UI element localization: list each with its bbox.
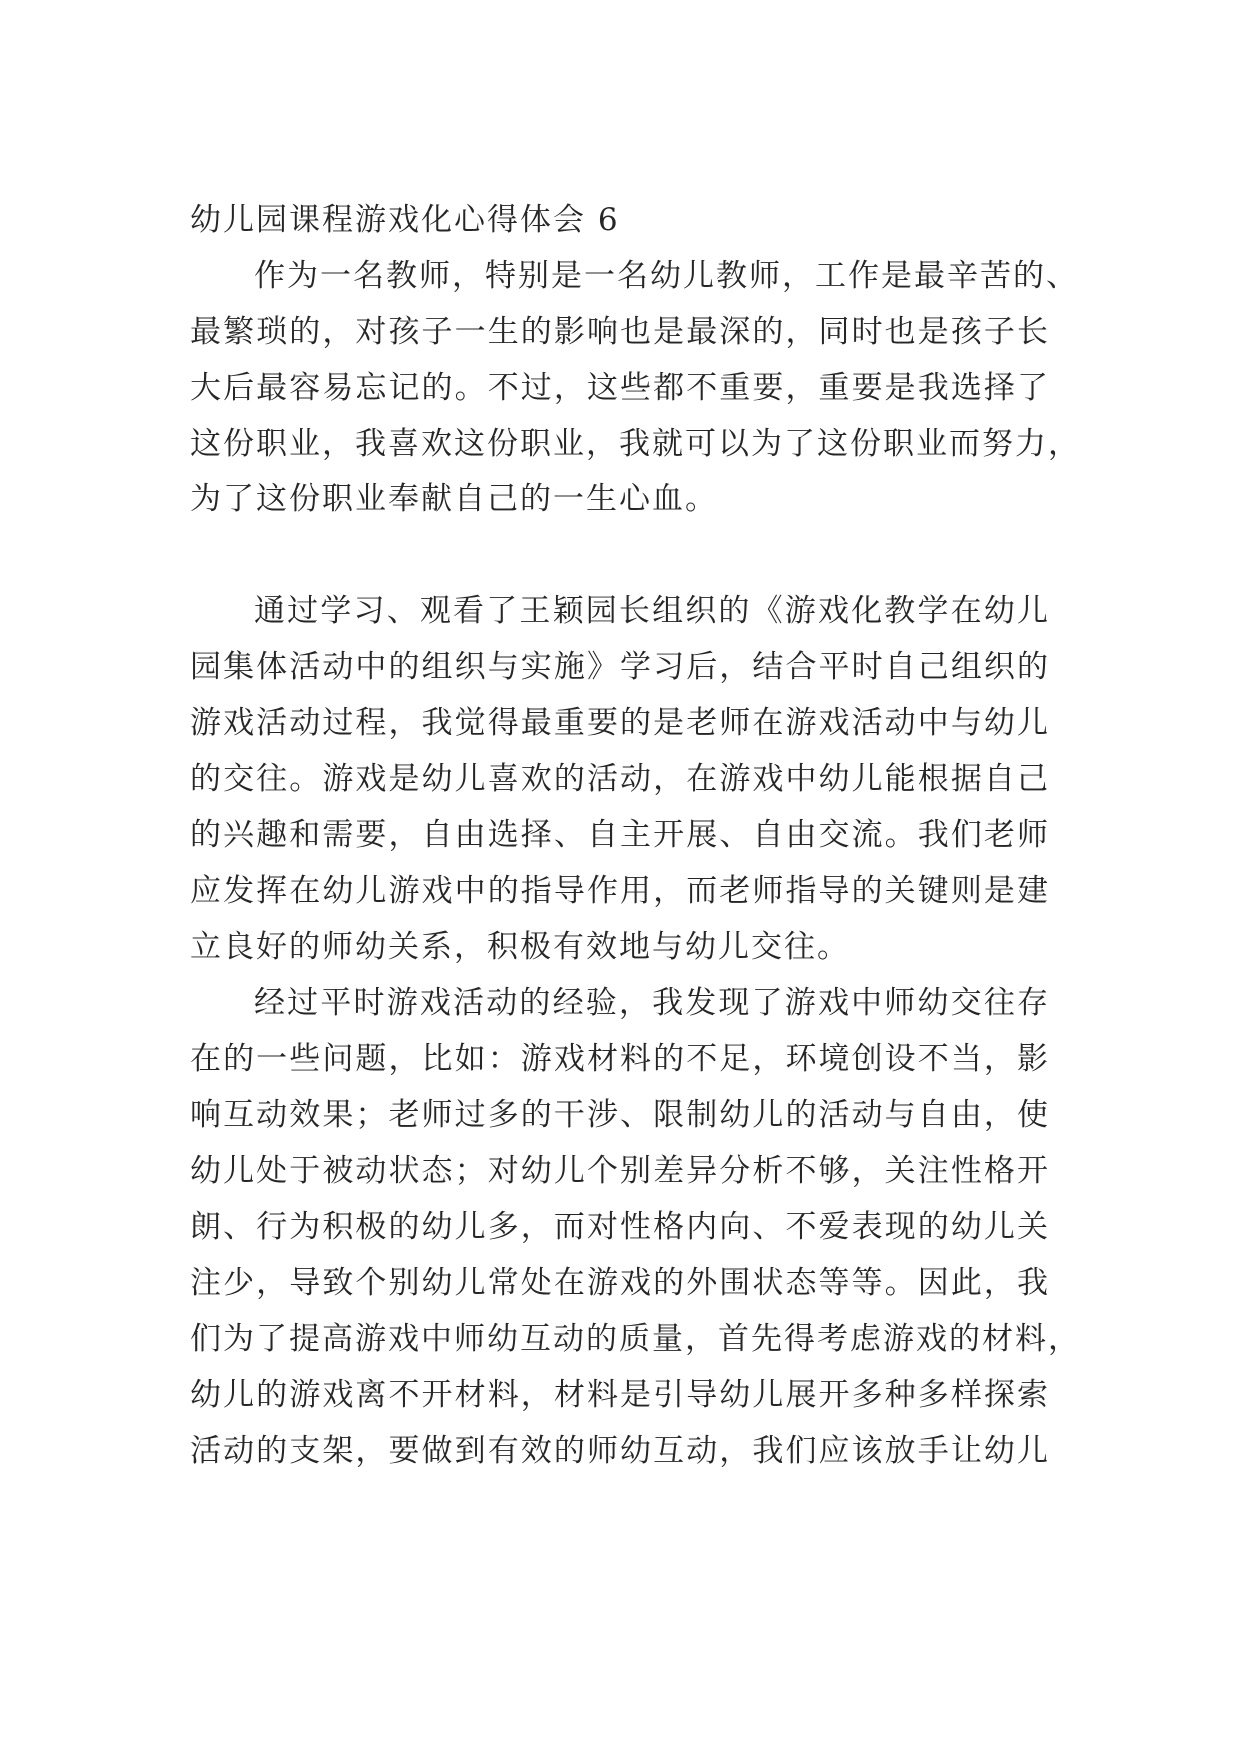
paragraph-1-line-2: 最繁琐的，对孩子一生的影响也是最深的，同时也是孩子长 <box>190 314 1050 350</box>
paragraph-3-line-6: 注少，导致个别幼儿常处在游戏的外围状态等等。因此，我 <box>190 1265 1050 1301</box>
paragraph-1-line-5: 为了这份职业奉献自己的一生心血。 <box>190 481 718 517</box>
paragraph-2-line-7: 立良好的师幼关系，积极有效地与幼儿交往。 <box>190 929 850 965</box>
paragraph-3-line-3: 响互动效果；老师过多的干涉、限制幼儿的活动与自由，使 <box>190 1097 1050 1133</box>
paragraph-2-line-3: 游戏活动过程，我觉得最重要的是老师在游戏活动中与幼儿 <box>190 705 1050 741</box>
paragraph-3-line-5: 朗、行为积极的幼儿多，而对性格内向、不爱表现的幼儿关 <box>190 1209 1050 1245</box>
paragraph-3-line-8: 幼儿的游戏离不开材料，材料是引导幼儿展开多种多样探索 <box>190 1377 1050 1413</box>
paragraph-3-line-9: 活动的支架，要做到有效的师幼互动，我们应该放手让幼儿 <box>190 1433 1050 1469</box>
paragraph-1-line-1: 作为一名教师，特别是一名幼儿教师，工作是最辛苦的、 <box>254 258 1079 294</box>
document-title: 幼儿园课程游戏化心得体会 6 <box>190 202 620 238</box>
paragraph-2-line-1: 通过学习、观看了王颖园长组织的《游戏化教学在幼儿 <box>254 593 1050 629</box>
paragraph-2-line-2: 园集体活动中的组织与实施》学习后，结合平时自己组织的 <box>190 649 1050 685</box>
paragraph-3-line-1: 经过平时游戏活动的经验，我发现了游戏中师幼交往存 <box>254 985 1050 1021</box>
paragraph-3-line-2: 在的一些问题，比如：游戏材料的不足，环境创设不当，影 <box>190 1041 1050 1077</box>
paragraph-3-line-7: 们为了提高游戏中师幼互动的质量，首先得考虑游戏的材料， <box>190 1321 1081 1357</box>
paragraph-2-line-4: 的交往。游戏是幼儿喜欢的活动，在游戏中幼儿能根据自己 <box>190 761 1050 797</box>
paragraph-1-line-3: 大后最容易忘记的。不过，这些都不重要，重要是我选择了 <box>190 370 1050 406</box>
paragraph-2-line-6: 应发挥在幼儿游戏中的指导作用，而老师指导的关键则是建 <box>190 873 1050 909</box>
paragraph-2-line-5: 的兴趣和需要，自由选择、自主开展、自由交流。我们老师 <box>190 817 1050 853</box>
paragraph-3-line-4: 幼儿处于被动状态；对幼儿个别差异分析不够，关注性格开 <box>190 1153 1050 1189</box>
paragraph-1-line-4: 这份职业，我喜欢这份职业，我就可以为了这份职业而努力， <box>190 426 1081 462</box>
